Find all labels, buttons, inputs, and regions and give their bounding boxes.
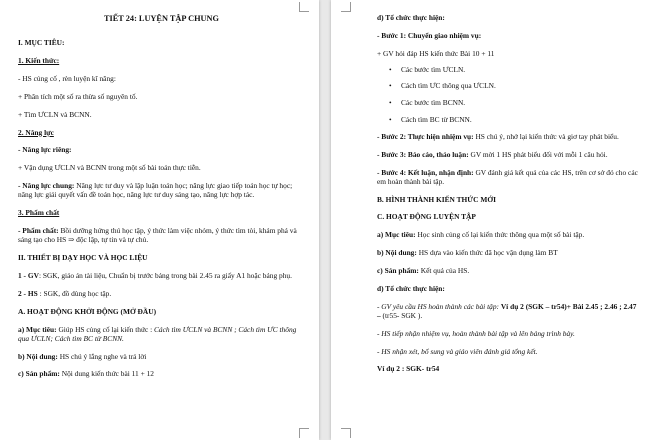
practice-goal-text: Học sinh củng cố lại kiến thức thông qua một số bài tập. xyxy=(415,230,585,240)
teacher-question-line: + GV hỏi đáp HS kiến thức Bài 10 + 11 xyxy=(377,48,495,58)
practice-assignment-bold: Ví dụ 2 (SGK – tr54)+ Bài 2.45 ; 2.46 ; 2.47 – xyxy=(377,301,637,320)
page-right-content[interactable] xyxy=(377,13,638,382)
section-new-knowledge-heading: B. HÌNH THÀNH KIẾN THỨC MỚI xyxy=(377,194,496,204)
page-left-content[interactable] xyxy=(18,14,305,387)
student-materials xyxy=(18,289,305,298)
step4-text: GV đánh giá kết quả của các HS, trên cơ sở đó cho các em hoàn thành bài tập. xyxy=(377,167,638,186)
organize-heading: d) Tổ chức thực hiện: xyxy=(377,13,445,22)
teacher-materials xyxy=(18,271,305,280)
warmup-product-label: c) Sản phẩm: xyxy=(18,369,60,379)
margin-corner-mark xyxy=(299,2,309,12)
practice-assignment-tail: (tr55- SGK ). xyxy=(382,310,423,320)
practice-product-text: Kết quả của HS. xyxy=(418,265,470,275)
quality-heading: 3. Phẩm chất xyxy=(18,208,60,218)
quality-label: - Phẩm chất: xyxy=(18,226,59,236)
document-page-left xyxy=(0,0,319,440)
warmup-product xyxy=(18,369,305,378)
bullet-item: • Các bước tìm BCNN. xyxy=(401,98,638,107)
margin-corner-mark xyxy=(341,428,351,438)
warmup-goal-text: Giúp HS củng cố lại kiến thức : xyxy=(56,324,154,334)
quality-text: Bồi dưỡng hứng thú học tập, ý thức làm việc nhóm, ý thức tìm tòi, khám phá và sáng tạo cho HS ⇒ độc lập, tự tin và tự chủ. xyxy=(18,226,297,245)
quality-paragraph xyxy=(18,226,305,245)
warmup-product-text: Nội dung kiến thức bài 11 + 12 xyxy=(59,369,155,379)
practice-content-label: b) Nội dung: xyxy=(377,248,417,258)
margin-corner-mark xyxy=(341,2,351,12)
warmup-goal-label: a) Mục tiêu: xyxy=(18,324,57,334)
warmup-content-label: b) Nội dung: xyxy=(18,351,58,361)
review-bullet-list xyxy=(377,65,638,124)
step3-label: - Bước 3: Báo cáo, thảo luận: xyxy=(377,149,469,159)
warmup-content xyxy=(18,352,305,361)
practice-organize-heading: d) Tổ chức thực hiện: xyxy=(377,283,445,293)
practice-assignment-italic: - GV yêu cầu HS hoàn thành các bài tập: xyxy=(377,301,501,311)
knowledge-line: + Tìm ƯCLN và BCNN. xyxy=(18,109,92,119)
teacher-text: : SGK, giáo án tài liệu, Chuẩn bị trước bảng trong bài 2.45 ra giấy A1 hoặc bảng phụ. xyxy=(38,270,292,280)
document-page-right xyxy=(331,0,650,440)
warmup-content-text: HS chú ý lắng nghe và trả lời xyxy=(57,351,147,361)
capability-special-line: + Vận dụng ƯCLN và BCNN trong một số bài toán thực tiễn. xyxy=(18,163,201,173)
step2-text: HS chú ý, nhớ lại kiến thức và giơ tay phát biểu. xyxy=(473,131,619,141)
capability-special-label: - Năng lực riêng: xyxy=(18,145,72,155)
warmup-goal xyxy=(18,325,305,344)
lesson-title: TIẾT 24: LUYỆN TẬP CHUNG xyxy=(104,14,219,23)
bullet-item: • Các bước tìm ƯCLN. xyxy=(401,65,638,74)
step1-label: - Bước 1: Chuyển giao nhiệm vụ: xyxy=(377,30,482,40)
section-objectives-heading: I. MỤC TIÊU: xyxy=(18,38,65,48)
practice-product xyxy=(377,266,638,275)
student-label: 2 - HS xyxy=(18,288,38,298)
practice-receive-line: - HS tiếp nhận nhiệm vụ, hoàn thành bài tập và lên bảng trình bày. xyxy=(377,328,575,338)
warmup-goal-italic: Cách tìm ƯCLN và BCNN ; Cách tìm ƯC thông qua ƯCLN; Cách tìm BC từ BCNN. xyxy=(18,324,297,343)
section-warmup-heading: A. HOẠT ĐỘNG KHỞI ĐỘNG (MỞ ĐẦU) xyxy=(18,306,157,316)
teacher-label: 1 - GV xyxy=(18,270,39,280)
step2-label: - Bước 2: Thực hiện nhiệm vụ: xyxy=(377,131,474,141)
capability-heading: 2. Năng lực xyxy=(18,127,54,137)
step2-paragraph xyxy=(377,132,638,141)
knowledge-heading: 1. Kiến thức: xyxy=(18,56,60,66)
practice-product-label: c) Sản phẩm: xyxy=(377,265,419,275)
practice-content-text: HS dựa vào kiến thức đã học vận dụng làm BT xyxy=(416,248,558,258)
practice-remark-line: - HS nhận xét, bổ sung và giáo viên đánh giá tổng kết. xyxy=(377,346,538,356)
capability-general-paragraph xyxy=(18,181,305,200)
student-text: : SGK, đồ dùng học tập. xyxy=(37,288,112,298)
capability-general-text: Năng lực tư duy và lập luận toán học; năng lực giao tiếp toán học tự học; năng lực giải quyết vấn đề toán học, năng lực tư duy sáng tạo, năng lực hợp tác. xyxy=(18,181,293,200)
practice-assignment xyxy=(377,302,638,321)
capability-general-label: - Năng lực chung: xyxy=(18,181,75,191)
section-practice-heading: C. HOẠT ĐỘNG LUYỆN TẬP xyxy=(377,212,476,222)
step4-paragraph xyxy=(377,168,638,187)
step3-text: GV mời 1 HS phát biểu đối với mỗi 1 câu hỏi. xyxy=(468,149,608,159)
step3-paragraph xyxy=(377,150,638,159)
example-heading: Ví dụ 2 : SGK- tr54 xyxy=(377,364,440,374)
section-equipment-heading: II. THIẾT BỊ DẠY HỌC VÀ HỌC LIỆU xyxy=(18,253,148,263)
bullet-item: • Cách tìm ƯC thông qua ƯCLN. xyxy=(401,81,638,90)
bullet-item: • Cách tìm BC từ BCNN. xyxy=(401,115,638,124)
margin-corner-mark xyxy=(299,428,309,438)
knowledge-line: - HS củng cố , rèn luyện kĩ năng: xyxy=(18,74,116,84)
knowledge-line: + Phân tích một số ra thừa số nguyên tố. xyxy=(18,91,138,101)
practice-goal-label: a) Mục tiêu: xyxy=(377,230,416,240)
practice-goal xyxy=(377,230,638,239)
practice-content xyxy=(377,248,638,257)
step4-label: - Bước 4: Kết luận, nhận định: xyxy=(377,167,474,177)
